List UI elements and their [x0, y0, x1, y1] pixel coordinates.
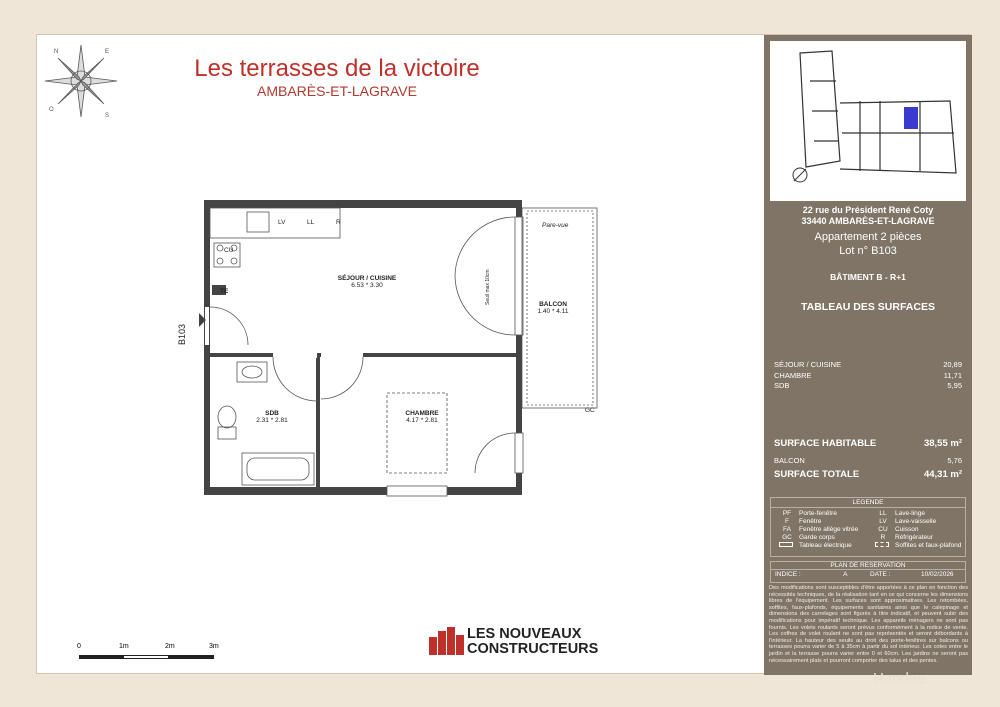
apartment-type: Appartement 2 pièces	[814, 231, 922, 243]
reservation-box	[770, 561, 966, 583]
watermark: Handee	[873, 670, 926, 687]
room-chambre-dims: 4.17 * 2.81	[406, 417, 438, 424]
electric-panel-icon	[779, 542, 793, 547]
label-te: TE	[220, 288, 229, 295]
legend-item: FA Fenêtre allège vitrée	[783, 526, 859, 533]
lot-tag: B103	[177, 323, 187, 345]
legend-right	[871, 510, 965, 550]
project-city: AMBARÈS-ET-LAGRAVE	[256, 83, 417, 99]
surface-row	[774, 381, 962, 390]
surface-habitable-label: SURFACE HABITABLE	[774, 438, 877, 449]
surface-row-value: 5,95	[947, 381, 962, 390]
label-seuil: Seuil max 10cm	[485, 269, 491, 305]
brand-name	[467, 627, 598, 657]
legend-item: Soffites et faux-plafond	[871, 542, 965, 550]
room-chambre	[392, 410, 452, 424]
info-sidebar	[764, 35, 972, 675]
room-chambre-name: CHAMBRE	[405, 410, 439, 417]
room-sdb	[247, 410, 297, 424]
surface-totale-value: 44,31 m²	[923, 469, 962, 480]
legend-item: LV Lave-vaisselle	[879, 518, 937, 525]
legal-notes: Des modifications sont susceptibles d'être apportées à ce plan en fonction des nécessités techniques, de la réalisation tant en ce qui concerne les dimensions libres de l'équipement. Les surfaces sont approximatives. Les retombées, soffites, faux-plafonds, équipements sanitaires ainsi que le calepinage et dimensions des carrelages sont figurés à titre indicatif, et peuvent subir des modifications pour impératif technique. Les appareils ménagers ne sont pas fournis. Les volets roulants seront prévus conformément à la notice de vente. Les coffres de volet roulant ne sont pas représentés et seront débordants à l'intérieur. La hauteur des seuils au droit des porte-fenêtres sur balcons ou terrasses pourra varier de 5 à 35cm à partir du sol intérieur. Les cotes entre le jardin et la terrasse pourra varier entre 0 et 60cm. Les jardins ne seront pas nécessairement plats et pourront comporter des talus et des pentes.	[769, 585, 968, 664]
surface-row	[774, 360, 962, 369]
surface-row-name: SDB	[774, 381, 790, 390]
scale-tick-0: 0	[77, 643, 81, 650]
brand-logo-icon	[429, 625, 465, 655]
label-gc: GC	[585, 407, 595, 414]
svg-text:S: S	[105, 113, 110, 119]
room-sejour-dims: 6.53 * 3.30	[351, 282, 383, 289]
reservation-title: PLAN DE RESERVATION	[771, 562, 965, 570]
balcon-label: BALCON	[774, 456, 805, 465]
scale-tick-1: 1m	[119, 643, 129, 650]
surfaces-title: TABLEAU DES SURFACES	[801, 301, 935, 313]
svg-text:O: O	[49, 107, 54, 113]
surface-row-value: 11,71	[943, 371, 962, 380]
balcon-row	[774, 456, 962, 465]
surface-row	[774, 371, 962, 380]
svg-text:E: E	[105, 49, 110, 55]
legend-box	[770, 497, 966, 557]
address-line1: 22 rue du Président René Coty	[802, 205, 934, 215]
legend-left	[775, 510, 867, 550]
legend-item: PF Porte-fenêtre	[782, 510, 837, 517]
room-sdb-name: SDB	[265, 410, 279, 417]
legend-item: R Réfrigérateur	[880, 534, 933, 541]
legend-title: LEGENDE	[771, 498, 965, 508]
surface-totale-label: SURFACE TOTALE	[774, 469, 860, 480]
indice-label: INDICE :	[775, 571, 801, 578]
room-sejour	[307, 275, 427, 289]
legend-item: LL Lave-linge	[879, 510, 925, 517]
surface-habitable-value: 38,55 m²	[923, 438, 962, 449]
room-balcon	[527, 301, 579, 315]
brand-line1: LES NOUVEAUX	[467, 626, 582, 642]
svg-text:N: N	[54, 49, 59, 55]
scale-bar	[79, 643, 219, 663]
date-label: DATE :	[870, 571, 891, 578]
surface-row-name: SÉJOUR / CUISINE	[774, 360, 842, 369]
surface-totale-row	[774, 469, 962, 480]
legend-item: CU Cuisson	[878, 526, 919, 533]
building-floor: BÂTIMENT B - R+1	[830, 272, 906, 282]
date-value: 10/02/2026	[921, 571, 954, 578]
label-cu: CU	[224, 247, 234, 254]
room-sejour-name: SÉJOUR / CUISINE	[337, 275, 397, 282]
surface-row-value: 20,89	[943, 360, 962, 369]
label-pare-vue: Pare-vue	[542, 222, 569, 229]
label-r: R	[336, 219, 341, 226]
brand-line2: CONSTRUCTEURS	[467, 641, 599, 657]
indice-value: A	[843, 571, 848, 578]
plan-sheet	[36, 34, 971, 674]
scale-tick-3: 3m	[209, 643, 219, 650]
legend-item: F Fenêtre	[785, 518, 822, 525]
room-sdb-dims: 2.31 * 2.81	[256, 417, 288, 424]
scale-tick-2: 2m	[165, 643, 175, 650]
soffite-icon	[875, 542, 889, 547]
legend-item: GC Garde corps	[782, 534, 835, 541]
label-ll: LL	[307, 219, 315, 226]
room-balcon-dims: 1.40 * 4.11	[537, 308, 569, 315]
floor-plan	[177, 195, 627, 500]
surface-habitable-row	[774, 438, 962, 449]
lot-number: Lot n° B103	[839, 245, 897, 257]
project-title: Les terrasses de la victoire	[194, 55, 480, 82]
label-lv: LV	[278, 219, 286, 226]
balcon-value: 5,76	[947, 456, 962, 465]
key-plan	[770, 41, 966, 201]
surface-row-name: CHAMBRE	[774, 371, 812, 380]
legend-item: Tableau électrique	[775, 542, 867, 550]
room-balcon-name: BALCON	[539, 301, 567, 308]
address-line2: 33440 AMBARÈS-ET-LAGRAVE	[801, 216, 935, 226]
